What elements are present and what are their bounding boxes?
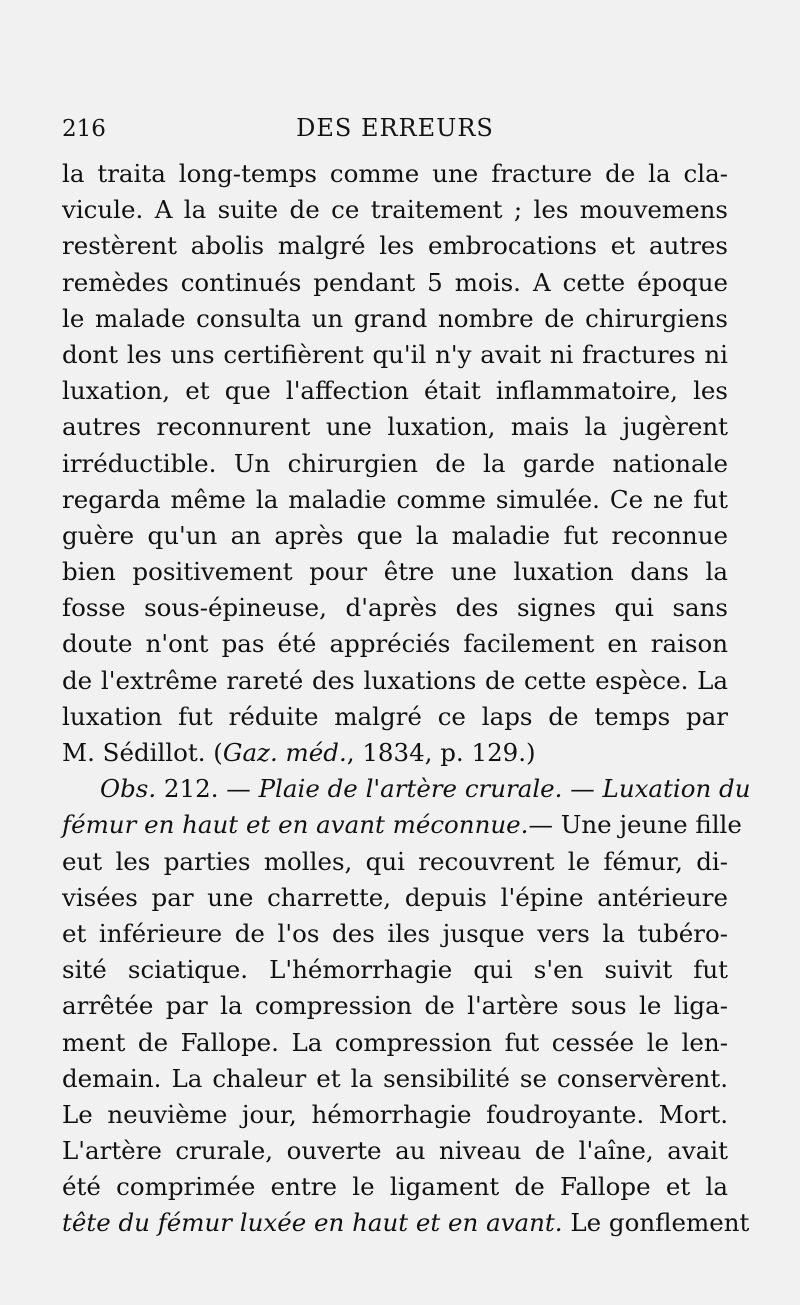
text-line xyxy=(62,446,728,482)
text-line xyxy=(62,1025,728,1061)
text-segment: le malade consulta un grand nombre de chirurgiens xyxy=(62,303,728,333)
text-line xyxy=(62,916,728,952)
page-number: 216 xyxy=(62,116,106,142)
text-segment: luxation, et que l'affection était inflammatoire, les xyxy=(62,376,728,406)
text-line xyxy=(62,409,728,445)
text-segment: M. Sédillot. ( xyxy=(62,738,223,767)
text-line xyxy=(62,518,728,554)
text-segment: demain. La chaleur et la sensibilité se conservèrent. xyxy=(62,1063,728,1093)
text-segment: guère qu'un an après que la maladie fut reconnue xyxy=(62,520,728,550)
text-segment: luxation fut réduite malgré ce laps de temps par xyxy=(62,701,728,731)
text-segment: la traita long-temps comme une fracture de la cla- xyxy=(62,159,728,188)
running-title: DES ERREURS xyxy=(296,114,494,142)
text-line xyxy=(62,988,728,1024)
text-segment: ment de Fallope. La compression fut cessée le len- xyxy=(62,1027,728,1057)
text-segment: de l'extrême rareté des luxations de cette espèce. La xyxy=(62,665,728,695)
text-line xyxy=(62,807,742,843)
body-text xyxy=(62,156,751,1242)
text-line xyxy=(62,192,728,228)
italic-text-segment: Obs. xyxy=(100,774,157,804)
text-segment: , 1834, p. 129.) xyxy=(346,738,536,767)
text-segment: et inférieure de l'os des iles jusque vers la tubéro- xyxy=(62,918,728,948)
text-segment: visées par une charrette, depuis l'épine antérieure xyxy=(62,882,728,912)
text-segment: eut les parties molles, qui recouvrent le fémur, di- xyxy=(62,846,728,876)
text-line xyxy=(62,482,728,518)
text-line xyxy=(62,880,728,916)
text-segment: bien positivement pour être une luxation dans la xyxy=(62,557,728,587)
text-segment: irréductible. Un chirurgien de la garde nationale xyxy=(62,448,728,478)
text-line xyxy=(62,301,728,337)
text-segment: doute n'ont pas été appréciés facilement en raison xyxy=(62,629,728,659)
text-segment: remèdes continués pendant 5 mois. A cette époque xyxy=(62,267,728,297)
italic-text-segment: fémur en haut et en avant méconnue. xyxy=(62,810,529,840)
text-line xyxy=(62,228,728,264)
text-line xyxy=(62,1205,750,1241)
text-segment: été comprimée entre le ligament de Fallope et la xyxy=(62,1172,728,1202)
text-segment: arrêtée par la compression de l'artère sous le liga- xyxy=(62,991,728,1021)
running-header xyxy=(62,114,728,144)
text-line xyxy=(62,337,728,373)
text-line xyxy=(62,373,728,409)
italic-text-segment: tête du fémur luxée en haut et en avant. xyxy=(62,1208,563,1238)
text-segment: autres reconnurent une luxation, mais la jugèrent xyxy=(62,412,728,442)
text-segment: dont les uns certifièrent qu'il n'y avait ni fractures ni xyxy=(62,339,728,369)
text-line xyxy=(62,1097,728,1133)
text-line xyxy=(62,156,728,192)
text-line xyxy=(62,1133,728,1169)
text-segment: — Une jeune fille xyxy=(528,810,742,840)
text-segment: L'artère crurale, ouverte au niveau de l'aîne, avait xyxy=(62,1136,728,1166)
text-line xyxy=(62,590,728,626)
text-segment: sité sciatique. L'hémorrhagie qui s'en suivit fut xyxy=(62,955,728,985)
text-segment: Le gonflement xyxy=(562,1208,750,1238)
italic-text-segment: Gaz. méd. xyxy=(222,738,347,767)
text-line xyxy=(62,771,751,807)
text-segment: regarda même la maladie comme simulée. Ce ne fut xyxy=(62,484,728,514)
text-line xyxy=(62,1169,728,1205)
italic-text-segment: Plaie de l'artère crurale. — Luxation du xyxy=(258,774,751,804)
text-line xyxy=(62,626,728,662)
text-line xyxy=(62,699,728,735)
text-segment: Le neuvième jour, hémorrhagie foudroyante. Mort. xyxy=(62,1099,728,1129)
text-line xyxy=(62,554,728,590)
text-line xyxy=(62,663,728,699)
text-line xyxy=(62,844,728,880)
text-segment: 212. — xyxy=(156,774,259,804)
text-line xyxy=(62,1061,728,1097)
text-segment: restèrent abolis malgré les embrocations et autres xyxy=(62,231,728,261)
text-segment: fosse sous-épineuse, d'après des signes qui sans xyxy=(62,593,728,623)
text-line xyxy=(62,952,728,988)
text-line xyxy=(62,735,728,771)
text-line xyxy=(62,265,728,301)
text-segment: vicule. A la suite de ce traitement ; les mouvemens xyxy=(62,195,728,225)
